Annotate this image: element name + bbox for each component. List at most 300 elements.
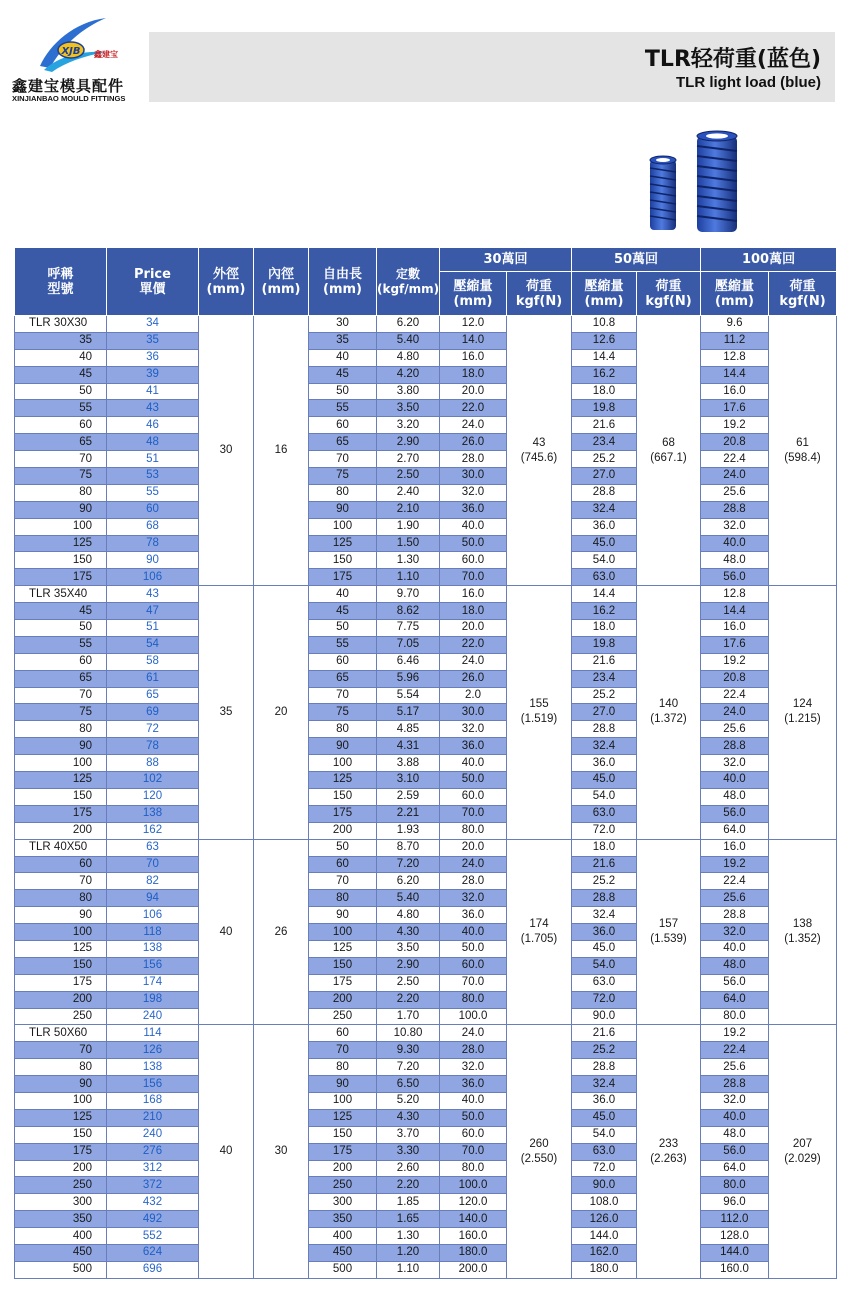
compression-50-cell: 23.4: [572, 670, 637, 687]
compression-30-cell: 28.0: [440, 873, 507, 890]
price-cell: 51: [107, 451, 199, 468]
constant-cell: 6.20: [377, 873, 440, 890]
table-row: [15, 620, 837, 637]
compression-30-cell: 80.0: [440, 991, 507, 1008]
compression-30-cell: 40.0: [440, 755, 507, 772]
load-30-cell: 260 (2.550): [507, 1025, 572, 1278]
compression-100-cell: 56.0: [701, 1143, 769, 1160]
compression-30-cell: 24.0: [440, 1025, 507, 1042]
table-row: [15, 434, 837, 451]
price-cell: 312: [107, 1160, 199, 1177]
free-length-cell: 35: [309, 332, 377, 349]
model-cell: 75: [15, 468, 107, 485]
compression-100-cell: 32.0: [701, 924, 769, 941]
compression-30-cell: 28.0: [440, 451, 507, 468]
model-cell: 175: [15, 974, 107, 991]
table-row: [15, 1126, 837, 1143]
price-cell: 63: [107, 839, 199, 856]
table-row: [15, 924, 837, 941]
table-row: [15, 1177, 837, 1194]
free-length-cell: 60: [309, 417, 377, 434]
load-50-cell: 157 (1.539): [637, 839, 701, 1025]
price-cell: 106: [107, 907, 199, 924]
free-length-cell: 175: [309, 974, 377, 991]
compression-50-cell: 36.0: [572, 1092, 637, 1109]
model-cell: 70: [15, 687, 107, 704]
model-cell: 80: [15, 1059, 107, 1076]
header-load-100: 荷重 kgf(N): [769, 272, 837, 316]
compression-50-cell: 36.0: [572, 755, 637, 772]
price-cell: 36: [107, 349, 199, 366]
compression-30-cell: 32.0: [440, 484, 507, 501]
free-length-cell: 40: [309, 349, 377, 366]
table-row: [15, 839, 837, 856]
table-row: [15, 772, 837, 789]
table-row: [15, 907, 837, 924]
table-row: [15, 603, 837, 620]
table-row: [15, 349, 837, 366]
price-cell: 35: [107, 332, 199, 349]
compression-30-cell: 70.0: [440, 569, 507, 586]
compression-100-cell: 28.8: [701, 907, 769, 924]
compression-50-cell: 45.0: [572, 535, 637, 552]
compression-100-cell: 48.0: [701, 552, 769, 569]
svg-text:XJB: XJB: [61, 46, 81, 57]
constant-cell: 3.50: [377, 940, 440, 957]
compression-30-cell: 36.0: [440, 1076, 507, 1093]
price-cell: 372: [107, 1177, 199, 1194]
compression-50-cell: 32.4: [572, 1076, 637, 1093]
free-length-cell: 70: [309, 873, 377, 890]
outer-diameter-cell: 30: [199, 316, 254, 586]
free-length-cell: 250: [309, 1177, 377, 1194]
free-length-cell: 55: [309, 400, 377, 417]
compression-30-cell: 32.0: [440, 721, 507, 738]
compression-30-cell: 60.0: [440, 788, 507, 805]
table-row: [15, 873, 837, 890]
compression-30-cell: 24.0: [440, 417, 507, 434]
free-length-cell: 125: [309, 940, 377, 957]
compression-50-cell: 27.0: [572, 468, 637, 485]
company-name-cn: 鑫建宝模具配件: [12, 77, 125, 95]
compression-100-cell: 24.0: [701, 704, 769, 721]
table-row: [15, 991, 837, 1008]
free-length-cell: 200: [309, 822, 377, 839]
free-length-cell: 50: [309, 839, 377, 856]
model-cell: 80: [15, 721, 107, 738]
table-row: [15, 1092, 837, 1109]
free-length-cell: 100: [309, 1092, 377, 1109]
model-cell: 250: [15, 1177, 107, 1194]
model-cell: TLR 40X50: [15, 839, 107, 856]
load-100-cell: 138 (1.352): [769, 839, 837, 1025]
model-cell: 45: [15, 603, 107, 620]
compression-50-cell: 16.2: [572, 603, 637, 620]
model-cell: 125: [15, 1109, 107, 1126]
constant-cell: 2.20: [377, 1177, 440, 1194]
free-length-cell: 175: [309, 1143, 377, 1160]
table-row: [15, 552, 837, 569]
compression-50-cell: 45.0: [572, 940, 637, 957]
model-cell: 125: [15, 772, 107, 789]
compression-100-cell: 17.6: [701, 636, 769, 653]
compression-30-cell: 36.0: [440, 501, 507, 518]
model-cell: 70: [15, 1042, 107, 1059]
compression-50-cell: 45.0: [572, 1109, 637, 1126]
load-50-cell: 140 (1.372): [637, 586, 701, 839]
compression-50-cell: 32.4: [572, 907, 637, 924]
compression-100-cell: 144.0: [701, 1244, 769, 1261]
price-cell: 492: [107, 1211, 199, 1228]
compression-100-cell: 80.0: [701, 1008, 769, 1025]
constant-cell: 4.80: [377, 349, 440, 366]
compression-50-cell: 21.6: [572, 417, 637, 434]
free-length-cell: 65: [309, 434, 377, 451]
compression-50-cell: 36.0: [572, 518, 637, 535]
constant-cell: 2.90: [377, 434, 440, 451]
model-cell: 80: [15, 890, 107, 907]
table-row: [15, 687, 837, 704]
table-row: [15, 518, 837, 535]
free-length-cell: 60: [309, 653, 377, 670]
price-cell: 39: [107, 366, 199, 383]
compression-30-cell: 30.0: [440, 468, 507, 485]
inner-diameter-cell: 20: [254, 586, 309, 839]
free-length-cell: 250: [309, 1008, 377, 1025]
free-length-cell: 60: [309, 856, 377, 873]
table-row: [15, 1261, 837, 1278]
compression-30-cell: 100.0: [440, 1008, 507, 1025]
price-cell: 138: [107, 1059, 199, 1076]
constant-cell: 10.80: [377, 1025, 440, 1042]
constant-cell: 1.90: [377, 518, 440, 535]
constant-cell: 2.50: [377, 468, 440, 485]
compression-30-cell: 20.0: [440, 839, 507, 856]
free-length-cell: 50: [309, 620, 377, 637]
load-50-cell: 233 (2.263): [637, 1025, 701, 1278]
model-cell: 50: [15, 620, 107, 637]
price-cell: 88: [107, 755, 199, 772]
compression-50-cell: 12.6: [572, 332, 637, 349]
compression-100-cell: 112.0: [701, 1211, 769, 1228]
constant-cell: 1.93: [377, 822, 440, 839]
compression-50-cell: 162.0: [572, 1244, 637, 1261]
free-length-cell: 90: [309, 501, 377, 518]
compression-50-cell: 27.0: [572, 704, 637, 721]
model-cell: 90: [15, 501, 107, 518]
title-banner: [149, 32, 835, 102]
logo-emblem-icon: [36, 14, 118, 76]
constant-cell: 4.30: [377, 1109, 440, 1126]
inner-diameter-cell: 30: [254, 1025, 309, 1278]
table-row: [15, 822, 837, 839]
compression-50-cell: 72.0: [572, 822, 637, 839]
compression-50-cell: 25.2: [572, 1042, 637, 1059]
header-load-30: 荷重 kgf(N): [507, 272, 572, 316]
compression-50-cell: 14.4: [572, 586, 637, 603]
compression-30-cell: 30.0: [440, 704, 507, 721]
free-length-cell: 90: [309, 1076, 377, 1093]
table-row: [15, 1228, 837, 1245]
model-cell: 60: [15, 417, 107, 434]
constant-cell: 1.85: [377, 1194, 440, 1211]
compression-30-cell: 2.0: [440, 687, 507, 704]
free-length-cell: 125: [309, 1109, 377, 1126]
price-cell: 70: [107, 856, 199, 873]
free-length-cell: 300: [309, 1194, 377, 1211]
price-cell: 624: [107, 1244, 199, 1261]
free-length-cell: 50: [309, 383, 377, 400]
price-cell: 54: [107, 636, 199, 653]
compression-50-cell: 28.8: [572, 890, 637, 907]
compression-30-cell: 32.0: [440, 890, 507, 907]
constant-cell: 4.30: [377, 924, 440, 941]
header-compression-100: 壓縮量 (mm): [701, 272, 769, 316]
header-compression-50: 壓縮量 (mm): [572, 272, 637, 316]
free-length-cell: 500: [309, 1261, 377, 1278]
free-length-cell: 80: [309, 890, 377, 907]
constant-cell: 3.30: [377, 1143, 440, 1160]
compression-50-cell: 28.8: [572, 1059, 637, 1076]
model-cell: 250: [15, 1008, 107, 1025]
compression-30-cell: 100.0: [440, 1177, 507, 1194]
compression-30-cell: 22.0: [440, 400, 507, 417]
model-cell: 75: [15, 704, 107, 721]
free-length-cell: 150: [309, 957, 377, 974]
compression-30-cell: 20.0: [440, 383, 507, 400]
price-cell: 34: [107, 316, 199, 333]
free-length-cell: 200: [309, 991, 377, 1008]
compression-30-cell: 60.0: [440, 552, 507, 569]
constant-cell: 2.60: [377, 1160, 440, 1177]
price-cell: 43: [107, 400, 199, 417]
price-cell: 78: [107, 535, 199, 552]
compression-100-cell: 19.2: [701, 856, 769, 873]
free-length-cell: 30: [309, 316, 377, 333]
compression-50-cell: 19.8: [572, 636, 637, 653]
price-cell: 90: [107, 552, 199, 569]
compression-30-cell: 160.0: [440, 1228, 507, 1245]
compression-50-cell: 23.4: [572, 434, 637, 451]
table-row: [15, 1008, 837, 1025]
constant-cell: 3.70: [377, 1126, 440, 1143]
header-group-30: 30萬回: [440, 248, 572, 272]
load-100-cell: 61 (598.4): [769, 316, 837, 586]
constant-cell: 7.20: [377, 1059, 440, 1076]
constant-cell: 7.05: [377, 636, 440, 653]
compression-30-cell: 50.0: [440, 772, 507, 789]
model-cell: 150: [15, 1126, 107, 1143]
model-cell: 150: [15, 552, 107, 569]
free-length-cell: 150: [309, 788, 377, 805]
table-row: [15, 636, 837, 653]
table-row: [15, 586, 837, 603]
compression-100-cell: 128.0: [701, 1228, 769, 1245]
free-length-cell: 45: [309, 366, 377, 383]
constant-cell: 1.20: [377, 1244, 440, 1261]
model-cell: 300: [15, 1194, 107, 1211]
compression-50-cell: 180.0: [572, 1261, 637, 1278]
compression-30-cell: 40.0: [440, 924, 507, 941]
table-row: [15, 805, 837, 822]
table-row: [15, 400, 837, 417]
model-cell: 35: [15, 332, 107, 349]
compression-100-cell: 160.0: [701, 1261, 769, 1278]
compression-30-cell: 20.0: [440, 620, 507, 637]
compression-100-cell: 11.2: [701, 332, 769, 349]
compression-50-cell: 10.8: [572, 316, 637, 333]
constant-cell: 3.80: [377, 383, 440, 400]
constant-cell: 3.50: [377, 400, 440, 417]
constant-cell: 2.90: [377, 957, 440, 974]
compression-100-cell: 25.6: [701, 484, 769, 501]
free-length-cell: 60: [309, 1025, 377, 1042]
price-cell: 276: [107, 1143, 199, 1160]
free-length-cell: 125: [309, 535, 377, 552]
constant-cell: 4.20: [377, 366, 440, 383]
constant-cell: 2.10: [377, 501, 440, 518]
free-length-cell: 90: [309, 738, 377, 755]
constant-cell: 2.20: [377, 991, 440, 1008]
free-length-cell: 75: [309, 468, 377, 485]
price-cell: 696: [107, 1261, 199, 1278]
compression-30-cell: 24.0: [440, 856, 507, 873]
table-row: [15, 501, 837, 518]
spec-table-body: [15, 316, 837, 1279]
compression-30-cell: 14.0: [440, 332, 507, 349]
header-outer-diameter: 外徑 (mm): [199, 248, 254, 316]
model-cell: 70: [15, 451, 107, 468]
compression-50-cell: 63.0: [572, 1143, 637, 1160]
model-cell: 40: [15, 349, 107, 366]
price-cell: 68: [107, 518, 199, 535]
compression-30-cell: 120.0: [440, 1194, 507, 1211]
price-cell: 58: [107, 653, 199, 670]
constant-cell: 4.80: [377, 907, 440, 924]
compression-50-cell: 21.6: [572, 856, 637, 873]
constant-cell: 5.20: [377, 1092, 440, 1109]
compression-30-cell: 50.0: [440, 1109, 507, 1126]
compression-30-cell: 70.0: [440, 805, 507, 822]
compression-30-cell: 200.0: [440, 1261, 507, 1278]
compression-50-cell: 18.0: [572, 383, 637, 400]
compression-100-cell: 40.0: [701, 940, 769, 957]
load-100-cell: 207 (2.029): [769, 1025, 837, 1278]
constant-cell: 5.17: [377, 704, 440, 721]
constant-cell: 4.85: [377, 721, 440, 738]
free-length-cell: 55: [309, 636, 377, 653]
free-length-cell: 80: [309, 1059, 377, 1076]
price-cell: 156: [107, 1076, 199, 1093]
compression-50-cell: 21.6: [572, 1025, 637, 1042]
compression-30-cell: 24.0: [440, 653, 507, 670]
compression-100-cell: 20.8: [701, 434, 769, 451]
header-load-50: 荷重 kgf(N): [637, 272, 701, 316]
price-cell: 138: [107, 805, 199, 822]
price-cell: 47: [107, 603, 199, 620]
compression-100-cell: 40.0: [701, 772, 769, 789]
compression-30-cell: 12.0: [440, 316, 507, 333]
compression-100-cell: 19.2: [701, 653, 769, 670]
compression-100-cell: 25.6: [701, 721, 769, 738]
compression-50-cell: 63.0: [572, 569, 637, 586]
price-cell: 552: [107, 1228, 199, 1245]
table-row: [15, 1059, 837, 1076]
inner-diameter-cell: 26: [254, 839, 309, 1025]
compression-50-cell: 54.0: [572, 552, 637, 569]
model-cell: 200: [15, 991, 107, 1008]
compression-50-cell: 54.0: [572, 788, 637, 805]
load-30-cell: 174 (1.705): [507, 839, 572, 1025]
free-length-cell: 70: [309, 687, 377, 704]
model-cell: 55: [15, 400, 107, 417]
compression-100-cell: 56.0: [701, 805, 769, 822]
constant-cell: 5.40: [377, 332, 440, 349]
constant-cell: 5.96: [377, 670, 440, 687]
compression-50-cell: 28.8: [572, 484, 637, 501]
compression-50-cell: 45.0: [572, 772, 637, 789]
compression-100-cell: 64.0: [701, 991, 769, 1008]
compression-50-cell: 63.0: [572, 974, 637, 991]
compression-50-cell: 72.0: [572, 991, 637, 1008]
compression-30-cell: 22.0: [440, 636, 507, 653]
model-cell: 175: [15, 569, 107, 586]
free-length-cell: 175: [309, 805, 377, 822]
header-free-length: 自由長 (mm): [309, 248, 377, 316]
page-title: TLR轻荷重(蓝色): [644, 47, 821, 72]
compression-30-cell: 50.0: [440, 940, 507, 957]
compression-100-cell: 32.0: [701, 755, 769, 772]
constant-cell: 1.10: [377, 1261, 440, 1278]
constant-cell: 2.21: [377, 805, 440, 822]
model-cell: 350: [15, 1211, 107, 1228]
compression-100-cell: 24.0: [701, 468, 769, 485]
table-row: [15, 1109, 837, 1126]
compression-50-cell: 19.8: [572, 400, 637, 417]
compression-30-cell: 16.0: [440, 586, 507, 603]
model-cell: 125: [15, 535, 107, 552]
table-row: [15, 1143, 837, 1160]
model-cell: TLR 30X30: [15, 316, 107, 333]
compression-100-cell: 22.4: [701, 451, 769, 468]
compression-30-cell: 40.0: [440, 518, 507, 535]
table-row: [15, 1042, 837, 1059]
compression-30-cell: 80.0: [440, 1160, 507, 1177]
compression-30-cell: 180.0: [440, 1244, 507, 1261]
price-cell: 53: [107, 468, 199, 485]
compression-100-cell: 64.0: [701, 822, 769, 839]
compression-100-cell: 22.4: [701, 1042, 769, 1059]
compression-100-cell: 28.8: [701, 501, 769, 518]
company-name-en: XINJIANBAO MOULD FITTINGS: [12, 94, 126, 103]
price-cell: 82: [107, 873, 199, 890]
model-cell: 500: [15, 1261, 107, 1278]
compression-30-cell: 70.0: [440, 1143, 507, 1160]
table-row: [15, 417, 837, 434]
compression-100-cell: 22.4: [701, 873, 769, 890]
price-cell: 162: [107, 822, 199, 839]
compression-100-cell: 14.4: [701, 366, 769, 383]
header-inner-diameter: 內徑 (mm): [254, 248, 309, 316]
price-cell: 41: [107, 383, 199, 400]
constant-cell: 1.50: [377, 535, 440, 552]
price-cell: 48: [107, 434, 199, 451]
compression-50-cell: 108.0: [572, 1194, 637, 1211]
price-cell: 114: [107, 1025, 199, 1042]
header-model: 呼稱 型號: [15, 248, 107, 316]
table-row: [15, 670, 837, 687]
compression-100-cell: 40.0: [701, 535, 769, 552]
